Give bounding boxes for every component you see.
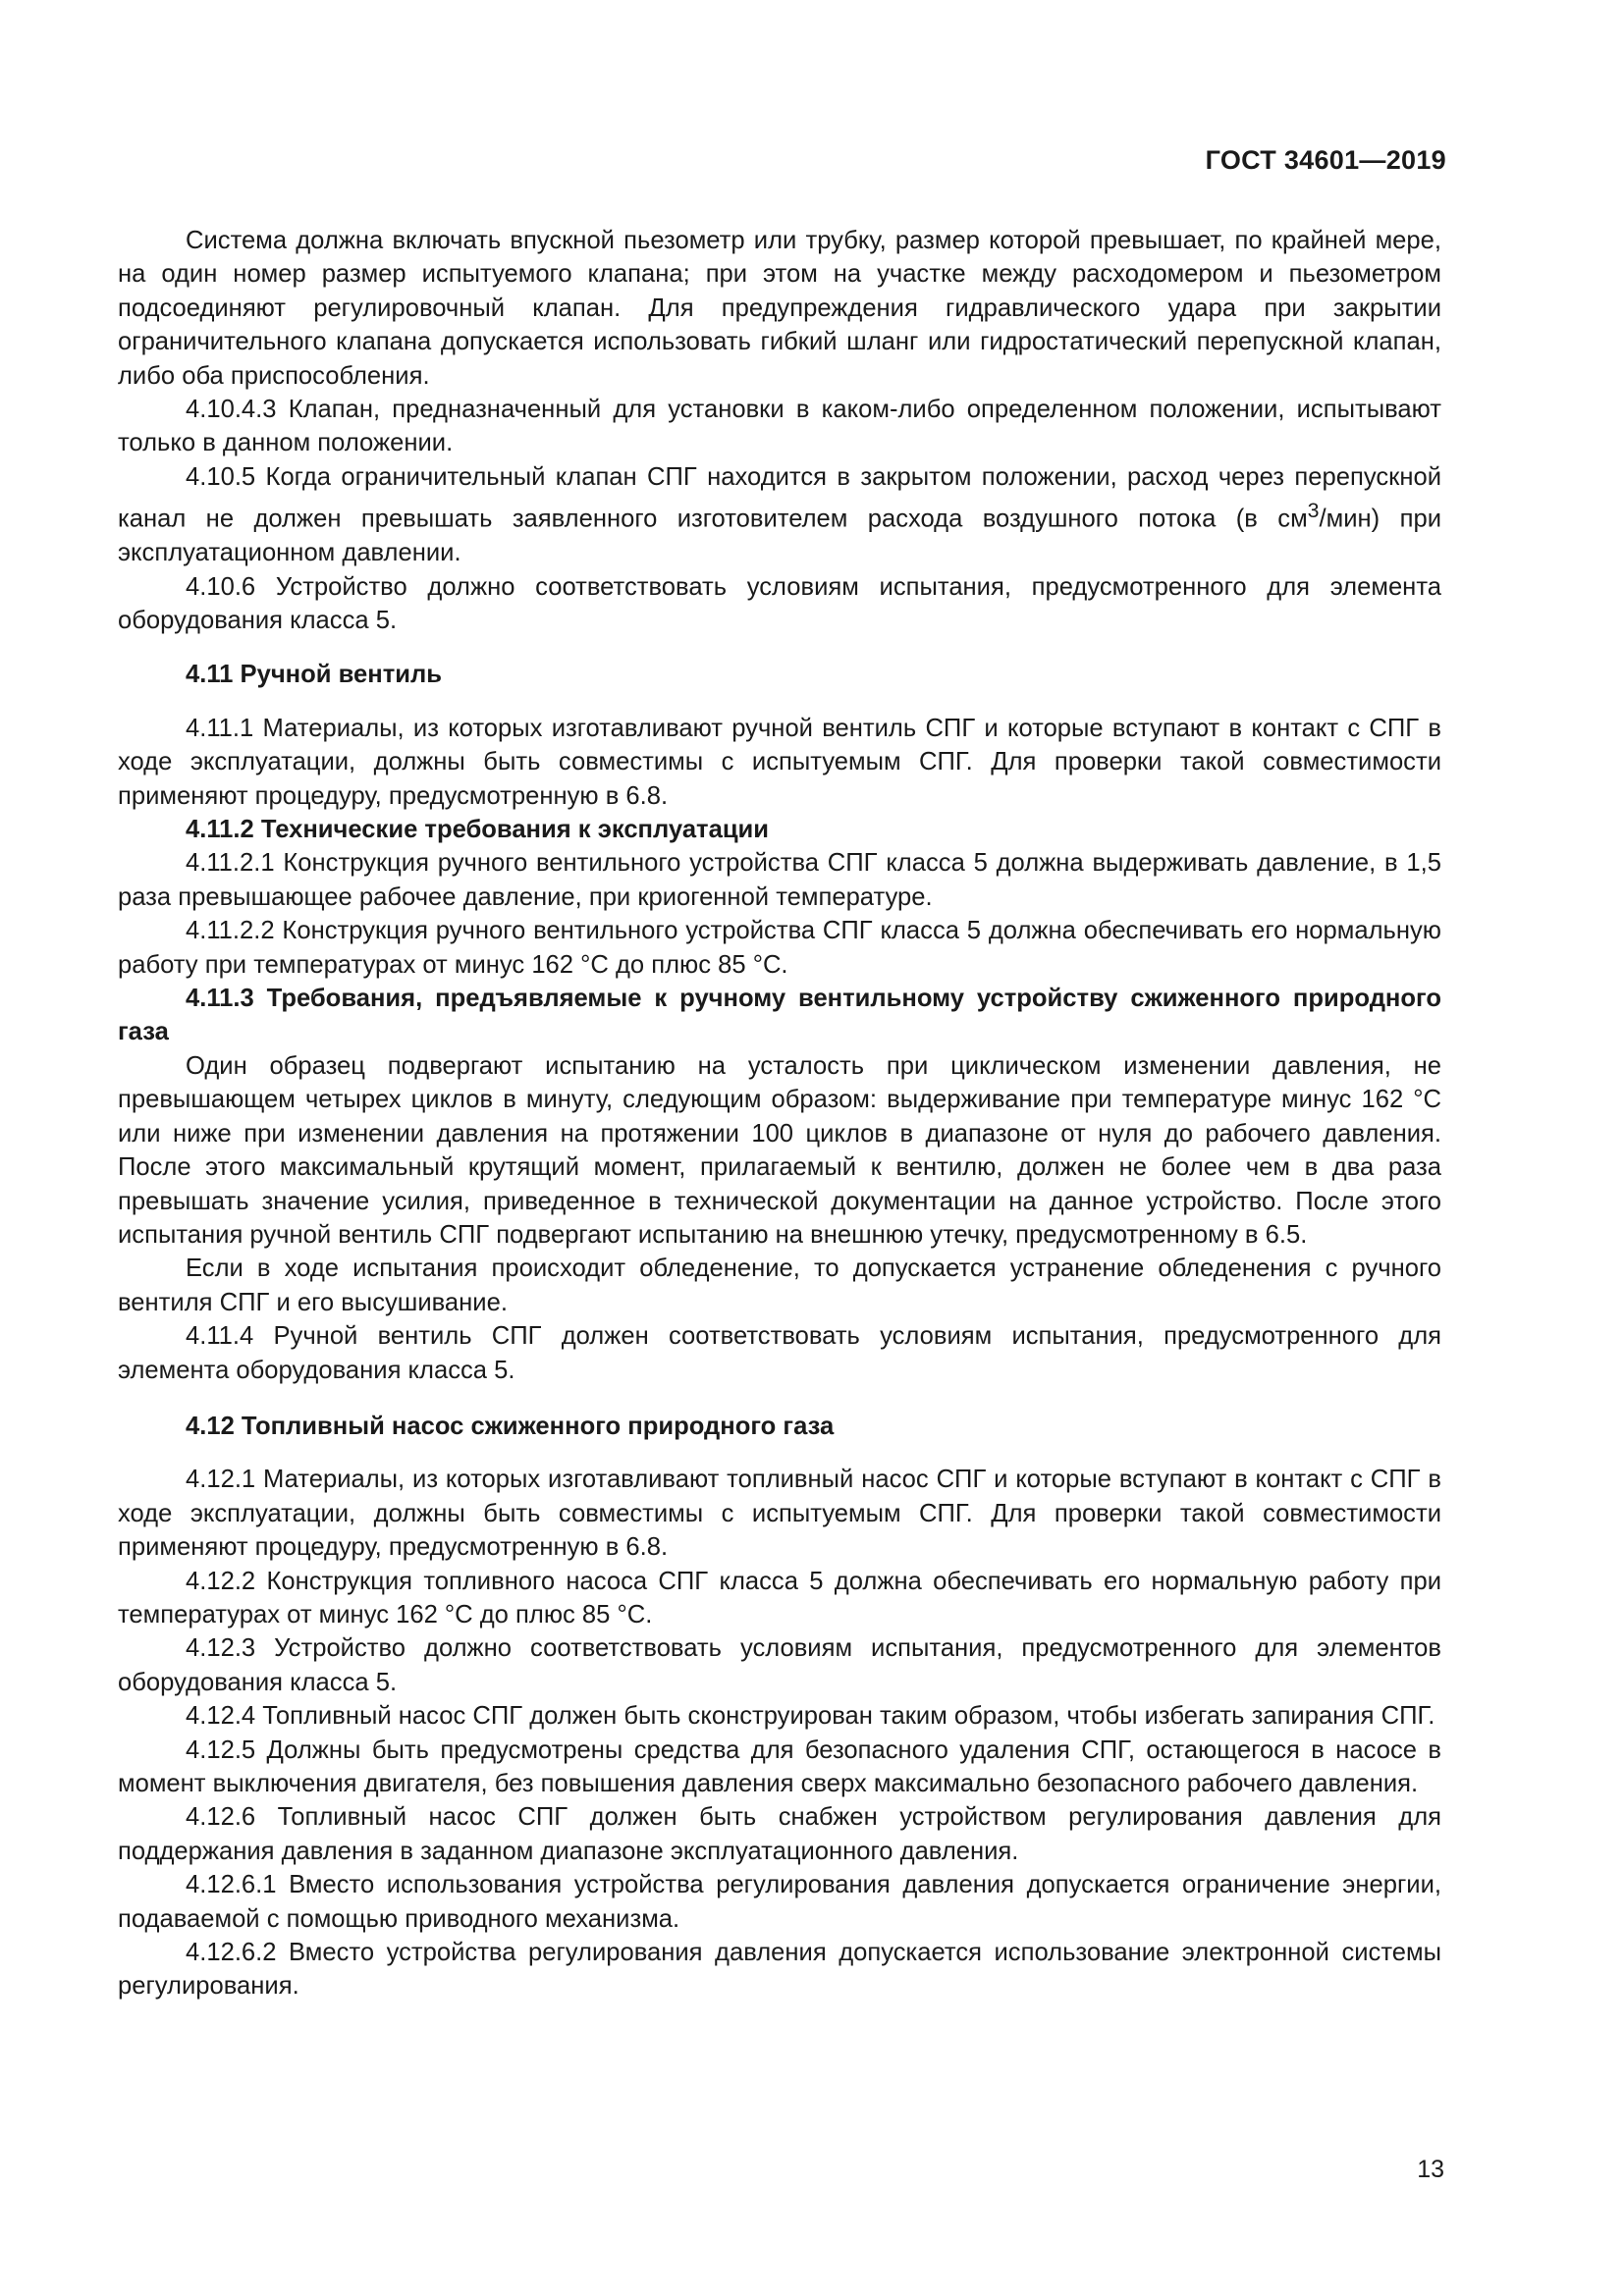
paragraph-4-12-6-1: 4.12.6.1 Вместо использования устройства регулирования давления допускается ограничение энергии, подаваемой с помощью приводного механизма. (118, 1871, 1441, 1933)
paragraph-4-11-2-2: 4.11.2.2 Конструкция ручного вентильного устройства СПГ класса 5 должна обеспечивать его нормальную работу при температурах от минус 162 °С до плюс 85 °С. (118, 917, 1441, 979)
paragraph-4-10-5-text-a: 4.10.5 Когда ограничительный клапан СПГ находится в закрытом положении, расход через перепускной канал не должен превышать заявленного изготовителем расхода воздушного потока (в см (118, 462, 1441, 533)
paragraph-intro: Система должна включать впускной пьезометр или трубку, размер которой превышает, по крайней мере, на один номер размер испытуемого клапана; при этом на участке между расходомером и пьезометром подсоединяют регулировочный клапан. Для предупреждения гидравлического удара при закрытии ограничительного клапана допускается использовать гибкий шланг или гидростатический перепускной клапан, либо оба приспособления. (118, 227, 1441, 390)
superscript-3: 3 (1307, 499, 1320, 523)
section-heading-4-12: 4.12 Топливный насос сжиженного природного газа (186, 1412, 835, 1440)
paragraph-4-11-4: 4.11.4 Ручной вентиль СПГ должен соответствовать условиям испытания, предусмотренного для элемента оборудования класса 5. (118, 1322, 1441, 1384)
paragraph-4-10-6: 4.10.6 Устройство должно соответствовать условиям испытания, предусмотренного для элемента оборудования класса 5. (118, 572, 1441, 634)
paragraph-4-12-6-2: 4.12.6.2 Вместо устройства регулирования давления допускается использование электронной системы регулирования. (118, 1939, 1441, 2001)
document-header-standard: ГОСТ 34601—2019 (1205, 145, 1446, 175)
paragraph-4-11-1: 4.11.1 Материалы, из которых изготавливают ручной вентиль СПГ и которые вступают в контакт с СПГ в ходе эксплуатации, должны быть совместимы с испытуемым СПГ. Для проверки такой совместимости применяют процедуру, предусмотренную в 6.8. (118, 714, 1441, 810)
paragraph-4-12-2: 4.12.2 Конструкция топливного насоса СПГ класса 5 должна обеспечивать его нормальную работу при температурах от минус 162 °С до плюс 85 °С. (118, 1567, 1441, 1629)
paragraph-4-10-4-3: 4.10.4.3 Клапан, предназначенный для установки в каком-либо определенном положении, испытывают только в данном положении. (118, 396, 1441, 457)
paragraph-4-11-2-1: 4.11.2.1 Конструкция ручного вентильного устройства СПГ класса 5 должна выдерживать давление, в 1,5 раза превышающее рабочее давление, при криогенной температуре. (118, 849, 1441, 911)
paragraph-4-12-4: 4.12.4 Топливный насос СПГ должен быть сконструирован таким образом, чтобы избегать запирания СПГ. (186, 1702, 1435, 1731)
paragraph-4-12-6: 4.12.6 Топливный насос СПГ должен быть снабжен устройством регулирования давления для поддержания давления в заданном диапазоне эксплуатационного давления. (118, 1803, 1441, 1865)
document-body (118, 224, 1441, 2003)
paragraph-4-12-3: 4.12.3 Устройство должно соответствовать условиям испытания, предусмотренного для элементов оборудования класса 5. (118, 1634, 1441, 1696)
paragraph-4-11-3-body: Один образец подвергают испытанию на усталость при циклическом изменении давления, не превышающем четырех циклов в минуту, следующим образом: выдерживание при температуре минус 162 °С или ниже при изменении давления на протяжении 100 циклов в диапазоне от нуля до рабочего давления. После этого максимальный крутящий момент, прилагаемый к вентилю, должен не более чем в два раза превышать значение усилия, приведенное в технической документации на данное устройство. После этого испытания ручной вентиль СПГ подвергают испытанию на внешнюю утечку, предусмотренному в 6.5. (118, 1051, 1441, 1249)
page-number: 13 (1417, 2156, 1444, 2183)
subsection-heading-4-11-3: 4.11.3 Требования, предъявляемые к ручному вентильному устройству сжиженного природного газа (118, 985, 1441, 1046)
paragraph-4-12-1: 4.12.1 Материалы, из которых изготавливают топливный насос СПГ и которые вступают в контакт с СПГ в ходе эксплуатации, должны быть совместимы с испытуемым СПГ. Для проверки такой совместимости применяют процедуру, предусмотренную в 6.8. (118, 1466, 1441, 1562)
paragraph-4-10-5 (118, 460, 1441, 570)
paragraph-4-10-5-text-b: /мин) при эксплуатационном давлении. (118, 505, 1441, 567)
subsection-heading-4-11-2: 4.11.2 Технические требования к эксплуатации (186, 816, 770, 844)
paragraph-4-11-3-icing: Если в ходе испытания происходит обледенение, то допускается устранение обледенения с ручного вентиля СПГ и его высушивание. (118, 1255, 1441, 1316)
paragraph-4-12-5: 4.12.5 Должны быть предусмотрены средства для безопасного удаления СПГ, остающегося в насосе в момент выключения двигателя, без повышения давления сверх максимально безопасного рабочего давления. (118, 1735, 1441, 1797)
section-heading-4-11: 4.11 Ручной вентиль (186, 661, 442, 689)
